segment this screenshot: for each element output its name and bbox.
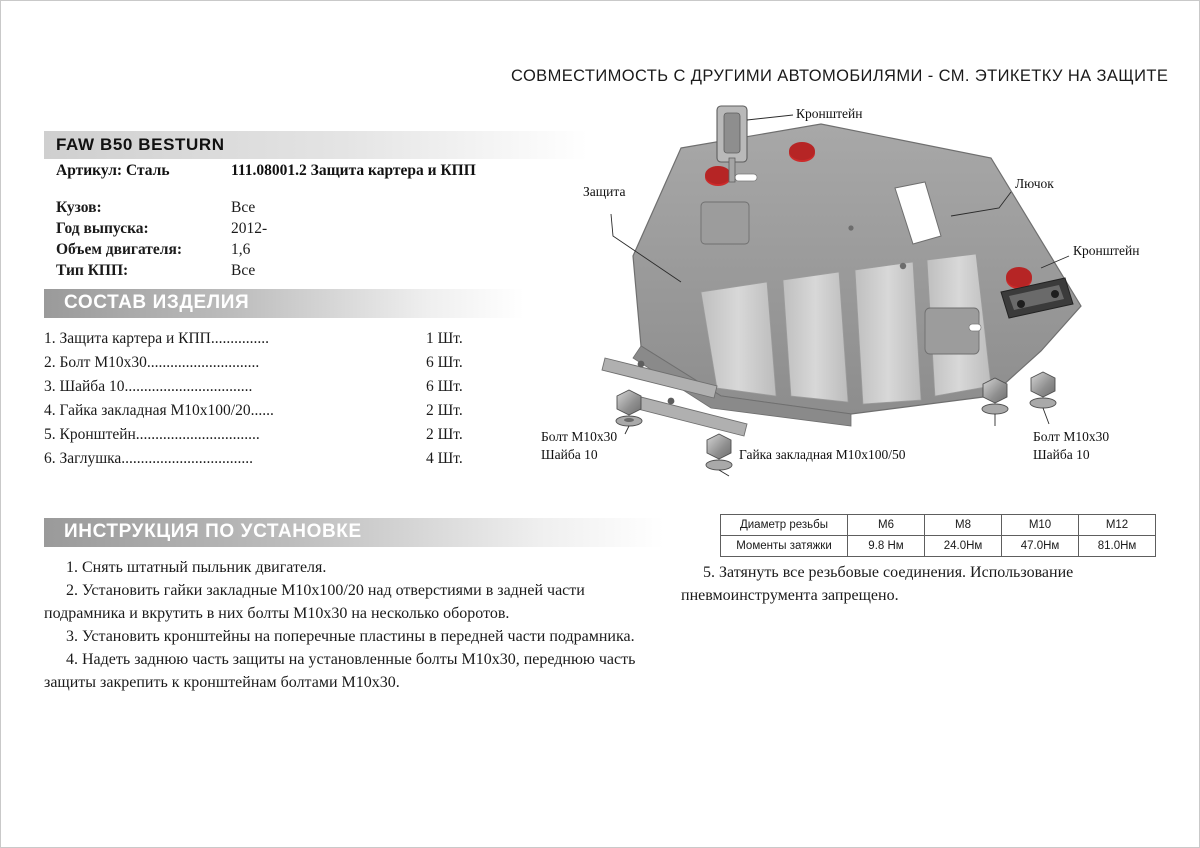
spec-key: Тип КПП: [56, 262, 129, 279]
instruction-step: 1. Снять штатный пыльник двигателя. [66, 559, 327, 576]
list-item [44, 351, 534, 375]
table-cell: М10 [1002, 515, 1079, 536]
torque-table [720, 514, 1156, 557]
part-qty: 4 Шт. [426, 450, 463, 467]
spec-value: 1,6 [231, 241, 251, 258]
part-name: 3. Шайба 10................................. [44, 378, 253, 395]
table-cell: 47.0Нм [1002, 536, 1079, 557]
instruction-step: 3. Установить кронштейны на поперечные пластины в передней части подрамника. [66, 628, 635, 645]
article-value: 111.08001.2 Защита картера и КПП [231, 162, 476, 179]
article-row [56, 162, 596, 180]
page-title: FAW B50 BESTURN [56, 135, 225, 154]
label-washer-right: Шайба 10 [1033, 447, 1090, 462]
instructions-left-column [44, 556, 644, 694]
parts-section-title: СОСТАВ ИЗДЕЛИЯ [64, 292, 250, 313]
table-cell: М8 [925, 515, 1002, 536]
parts-list [44, 327, 534, 471]
label-washer-left: Шайба 10 [541, 447, 598, 462]
instruction-step: 2. Установить гайки закладные М10х100/20 над отверстиями в задней части подрамника и вкрутить в них болты М10х30 на несколько оборотов. [44, 582, 585, 622]
part-qty: 6 Шт. [426, 378, 463, 395]
spec-key: Объем двигателя: [56, 241, 183, 258]
article-label: Артикул: Сталь [56, 162, 170, 179]
part-qty: 2 Шт. [426, 426, 463, 443]
spec-row [56, 197, 596, 218]
instruction-step: 4. Надеть заднюю часть защиты на установленные болты М10х30, переднюю часть защиты закрепить к кронштейнам болтами М10х30. [44, 651, 636, 691]
list-item [44, 447, 534, 471]
part-qty: 1 Шт. [426, 330, 463, 347]
list-item [44, 327, 534, 351]
part-name: 6. Заглушка.................................. [44, 450, 254, 467]
table-cell: М6 [848, 515, 925, 536]
spec-row [56, 239, 596, 260]
label-bolt-left: Болт М10х30 [541, 429, 618, 444]
spec-row [56, 260, 596, 281]
label-shield: Защита [583, 184, 626, 199]
spec-key: Кузов: [56, 199, 102, 216]
table-cell: М12 [1079, 515, 1156, 536]
instructions-section-title: ИНСТРУКЦИЯ ПО УСТАНОВКЕ [64, 521, 362, 542]
spec-value: Все [231, 262, 256, 279]
part-name: 5. Кронштейн................................ [44, 426, 260, 443]
list-item [44, 375, 534, 399]
compatibility-note: СОВМЕСТИМОСТЬ С ДРУГИМИ АВТОМОБИЛЯМИ - СМ. ЭТИКЕТКУ НА ЗАЩИТЕ [511, 67, 1169, 85]
model-title-bar [44, 131, 588, 159]
part-qty: 2 Шт. [426, 402, 463, 419]
product-illustration [521, 96, 1191, 486]
label-nut-center: Гайка закладная М10х100/50 [739, 447, 906, 462]
instruction-step: 5. Затянуть все резьбовые соединения. Использование пневмоинструмента запрещено. [681, 564, 1074, 604]
list-item [44, 399, 534, 423]
parts-section-header [44, 289, 524, 318]
spec-row [56, 218, 596, 239]
spec-value: 2012- [231, 220, 268, 237]
part-qty: 6 Шт. [426, 354, 463, 371]
label-bracket-right: Кронштейн [1073, 243, 1140, 258]
part-name: 1. Защита картера и КПП............... [44, 330, 269, 347]
part-name: 2. Болт М10х30............................. [44, 354, 260, 371]
instructions-section-header [44, 518, 664, 547]
specs-list [56, 197, 596, 281]
table-header-cell: Моменты затяжки [721, 536, 848, 557]
table-cell: 24.0Нм [925, 536, 1002, 557]
part-name: 4. Гайка закладная М10х100/20...... [44, 402, 274, 419]
spec-key: Год выпуска: [56, 220, 149, 237]
table-cell: 9.8 Нм [848, 536, 925, 557]
label-bracket-top: Кронштейн [796, 106, 863, 121]
table-row [721, 536, 1156, 557]
label-bolt-right: Болт М10х30 [1033, 429, 1110, 444]
list-item [44, 423, 534, 447]
table-cell: 81.0Нм [1079, 536, 1156, 557]
spec-value: Все [231, 199, 256, 216]
instructions-right-column [681, 561, 1171, 607]
table-row [721, 515, 1156, 536]
label-hatch: Лючок [1015, 176, 1054, 191]
table-header-cell: Диаметр резьбы [721, 515, 848, 536]
